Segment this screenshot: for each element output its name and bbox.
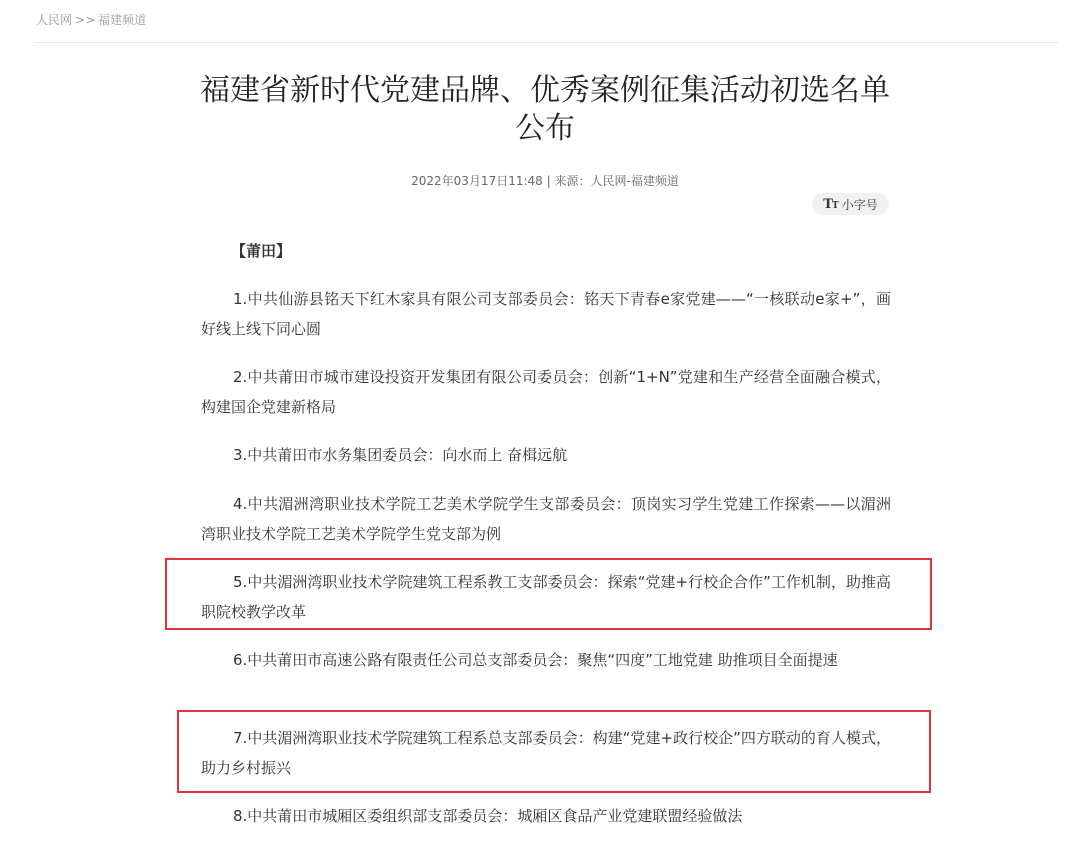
breadcrumb-channel-link[interactable]: 福建频道	[98, 13, 147, 27]
breadcrumb	[36, 11, 146, 28]
list-item: 8.中共莆田市城厢区委组织部支部委员会：城厢区食品产业党建联盟经验做法	[233, 807, 743, 825]
breadcrumb-site-link[interactable]: 人民网	[36, 13, 73, 27]
breadcrumb-separator: >>	[75, 13, 96, 27]
list-item: 6.中共莆田市高速公路有限责任公司总支部委员会：聚焦“四度”工地党建 助推项目全面提速	[233, 651, 838, 669]
list-item: 2.中共莆田市城市建设投资开发集团有限公司委员会：创新“1+N”党建和生产经营全面融合模式，构建国企党建新格局	[201, 368, 891, 416]
source-link[interactable]: 人民网-福建频道	[590, 174, 679, 188]
source-label: 来源：	[554, 174, 591, 188]
header-divider	[34, 42, 1058, 43]
list-item: 5.中共湄洲湾职业技术学院建筑工程系教工支部委员会：探索“党建+行校企合作”工作机制，助推高职院校教学改革	[201, 573, 891, 621]
font-size-icon: TT	[823, 196, 838, 212]
meta-divider: |	[546, 174, 551, 188]
list-item: 3.中共莆田市水务集团委员会：向水而上 奋楫远航	[233, 446, 568, 464]
list-item: 7.中共湄洲湾职业技术学院建筑工程系总支部委员会：构建“党建+政行校企”四方联动的育人模式，助力乡村振兴	[201, 729, 891, 777]
list-item: 4.中共湄洲湾职业技术学院工艺美术学院学生支部委员会：顶岗实习学生党建工作探索——以湄洲湾职业技术学院工艺美术学院学生党支部为例	[201, 495, 891, 543]
font-size-toggle-button[interactable]	[812, 193, 889, 215]
page-title: 福建省新时代党建品牌、优秀案例征集活动初选名单公布	[200, 73, 890, 146]
font-size-toggle-label: 小字号	[841, 197, 878, 212]
publish-datetime: 2022年03月17日11:48	[411, 174, 543, 188]
list-item: 1.中共仙游县铭天下红木家具有限公司支部委员会：铭天下青春e家党建——“一核联动e家+”，画好线上线下同心圆	[201, 290, 891, 338]
section-heading: 【莆田】	[231, 242, 292, 260]
article-meta	[195, 172, 895, 189]
